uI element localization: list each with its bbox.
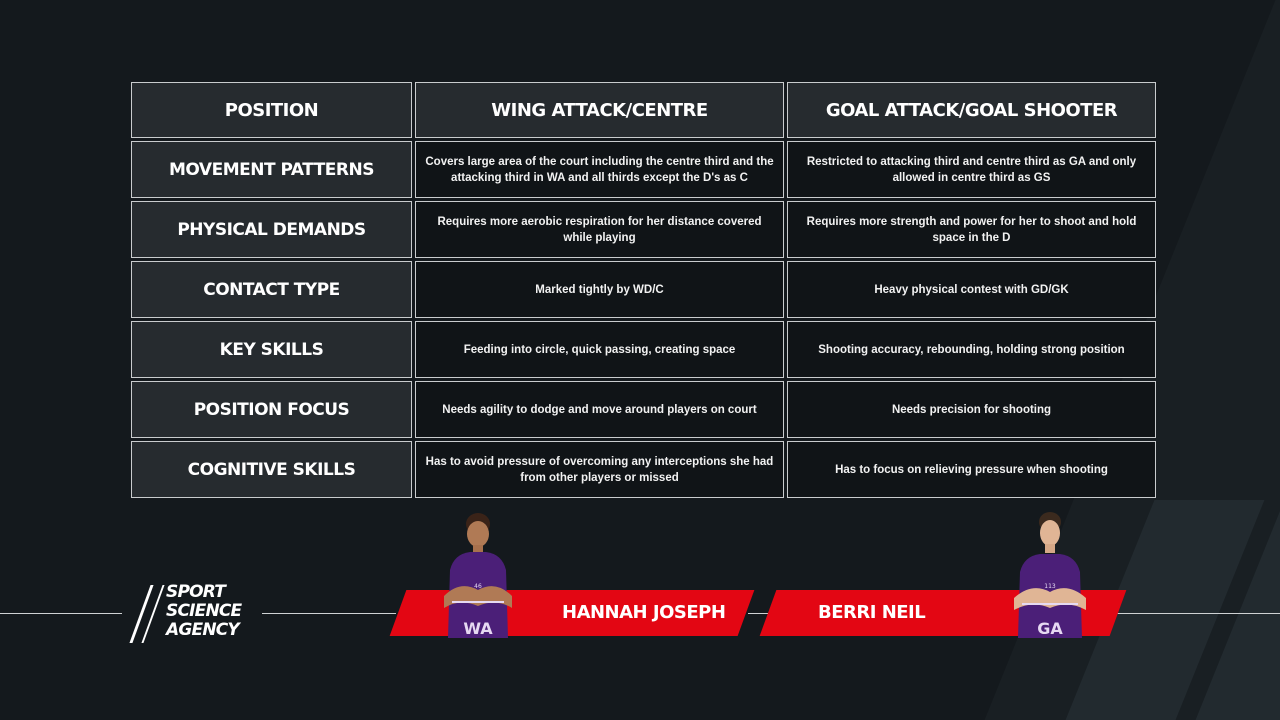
table-cell: Has to avoid pressure of overcoming any interceptions she had from other players or missed <box>415 441 784 498</box>
table-cell: Heavy physical contest with GD/GK <box>787 261 1156 318</box>
sport-science-agency-logo <box>132 583 252 645</box>
table-row <box>131 321 1156 378</box>
bib-label: GA <box>1037 619 1063 638</box>
table-row <box>131 441 1156 498</box>
header-wing-attack-centre: WING ATTACK/CENTRE <box>415 82 784 138</box>
divider-line <box>0 613 122 614</box>
logo-slash-icon <box>129 585 164 643</box>
shirt-number: 113 <box>1044 583 1056 590</box>
row-label: PHYSICAL DEMANDS <box>131 201 412 258</box>
row-label: KEY SKILLS <box>131 321 412 378</box>
row-label: COGNITIVE SKILLS <box>131 441 412 498</box>
shirt-number: 46 <box>474 583 482 590</box>
table-header-row <box>131 82 1156 138</box>
player-name-berri-neil: BERRI NEIL <box>818 602 926 623</box>
table-row <box>131 201 1156 258</box>
table-cell: Requires more aerobic respiration for her distance covered while playing <box>415 201 784 258</box>
table-row <box>131 381 1156 438</box>
table-row <box>131 261 1156 318</box>
table-cell: Has to focus on relieving pressure when shooting <box>787 441 1156 498</box>
table-cell: Requires more strength and power for her to shoot and hold space in the D <box>787 201 1156 258</box>
header-position: POSITION <box>131 82 412 138</box>
row-label: MOVEMENT PATTERNS <box>131 141 412 198</box>
table-row <box>131 141 1156 198</box>
logo-text: SPORT SCIENCE AGENCY <box>166 582 242 640</box>
row-label: POSITION FOCUS <box>131 381 412 438</box>
table-cell: Marked tightly by WD/C <box>415 261 784 318</box>
position-comparison-table <box>128 79 1159 501</box>
divider-line <box>1112 613 1280 614</box>
header-goal-attack-goal-shooter: GOAL ATTACK/GOAL SHOOTER <box>787 82 1156 138</box>
divider-line <box>748 613 768 614</box>
divider-line <box>262 613 396 614</box>
player-name-hannah-joseph: HANNAH JOSEPH <box>562 602 726 623</box>
player-photo-hannah-joseph <box>430 510 526 638</box>
table-cell: Needs agility to dodge and move around players on court <box>415 381 784 438</box>
bib-label: WA <box>463 619 493 638</box>
player-photo-berri-neil <box>1002 510 1098 638</box>
table-cell: Needs precision for shooting <box>787 381 1156 438</box>
table-cell: Covers large area of the court including the centre third and the attacking third in WA and all thirds except the D's as C <box>415 141 784 198</box>
row-label: CONTACT TYPE <box>131 261 412 318</box>
table-cell: Restricted to attacking third and centre third as GA and only allowed in centre third as GS <box>787 141 1156 198</box>
table-cell: Feeding into circle, quick passing, creating space <box>415 321 784 378</box>
table-cell: Shooting accuracy, rebounding, holding strong position <box>787 321 1156 378</box>
